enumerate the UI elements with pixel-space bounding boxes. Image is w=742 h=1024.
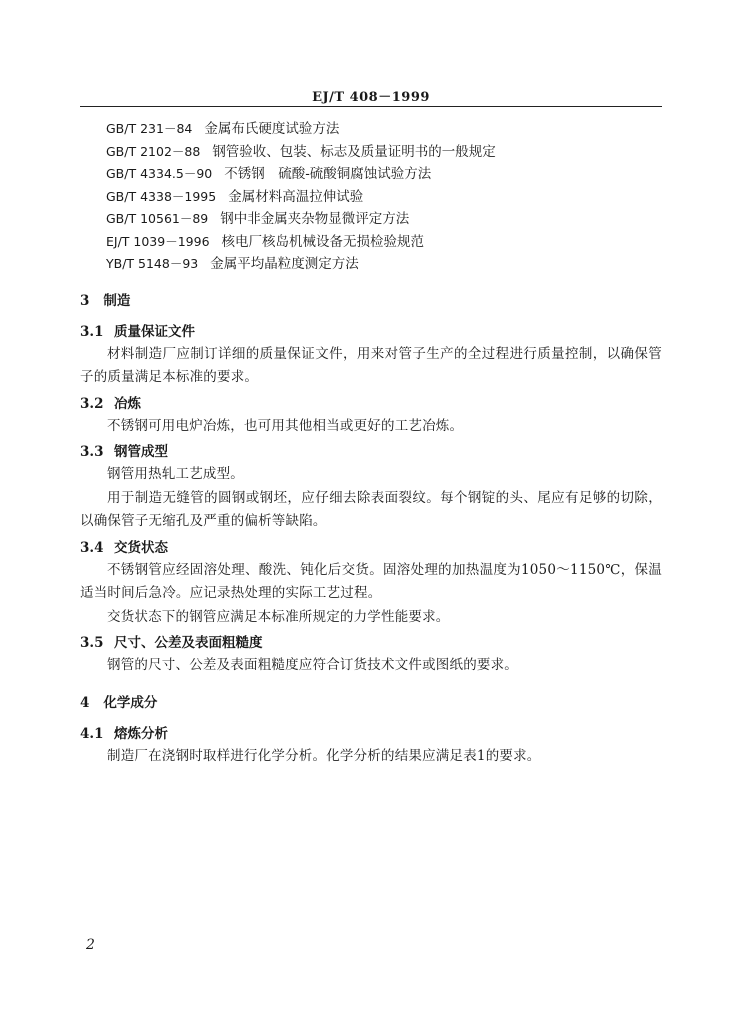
reference-code: GB/T 4334.5－90: [106, 166, 213, 181]
subsection-heading: [80, 724, 662, 745]
page-header: EJ/T 408－1999: [312, 90, 430, 105]
reference-item: [106, 186, 662, 209]
paragraph: 不锈钢可用电炉冶炼，也可用其他相当或更好的工艺冶炼。: [107, 417, 464, 434]
paragraph: 制造厂在浇钢时取样进行化学分析。化学分析的结果应满足表1的要求。: [107, 747, 541, 764]
reference-title: 核电厂核岛机械设备无损检验规范: [221, 233, 425, 250]
section-heading: [80, 692, 662, 714]
subsection-3-3: [80, 442, 662, 534]
subsection-number: 3.4: [80, 539, 104, 556]
section-title: 化学成分: [103, 694, 158, 711]
subsection-heading: [80, 442, 662, 463]
reference-code: YB/T 5148－93: [106, 256, 199, 271]
subsection-number: 3.3: [80, 444, 104, 460]
subsection-3-2: [80, 394, 662, 439]
reference-title: 金属材料高温拉伸试验: [228, 188, 364, 205]
reference-item: [106, 253, 662, 276]
subsection-3-4: [80, 538, 662, 630]
paragraph: 钢管的尺寸、公差及表面粗糙度应符合订货技术文件或图纸的要求。: [107, 657, 518, 673]
reference-code: GB/T 231－84: [106, 121, 193, 136]
subsection-heading: [80, 394, 662, 415]
subsection-heading: [80, 633, 662, 654]
header-rule: [80, 106, 662, 107]
reference-code: GB/T 4338－1995: [106, 188, 217, 204]
section-heading: [80, 290, 662, 312]
section-4: [80, 692, 662, 769]
reference-title: 钢管验收、包装、标志及质量证明书的一般规定: [212, 143, 496, 160]
reference-item: [106, 231, 662, 254]
reference-title: 不锈钢 硫酸-硫酸铜腐蚀试验方法: [224, 166, 432, 182]
reference-code: GB/T 10561－89: [106, 211, 209, 226]
paragraph: 不锈钢管应经固溶处理、酸洗、钝化后交货。固溶处理的加热温度为1050～1150℃，保温适当时间后急冷。应记录热处理的实际工艺过程。: [80, 561, 662, 601]
reference-list: [106, 118, 662, 276]
subsection-number: 3.5: [80, 635, 104, 651]
paragraph: 钢管用热轧工艺成型。: [107, 466, 244, 482]
reference-item: [106, 163, 662, 186]
section-number: 4: [80, 694, 90, 711]
reference-code: GB/T 2102－88: [106, 143, 201, 159]
subsection-number: 3.1: [80, 323, 104, 340]
reference-item: [106, 208, 662, 231]
subsection-title: 尺寸、公差及表面粗糙度: [114, 635, 263, 651]
paragraph: 交货状态下的钢管应满足本标准所规定的力学性能要求。: [107, 608, 450, 625]
subsection-heading: [80, 538, 662, 559]
reference-title: 金属布氏硬度试验方法: [204, 121, 340, 137]
subsection-title: 质量保证文件: [114, 323, 195, 340]
paragraph: 材料制造厂应制订详细的质量保证文件，用来对管子生产的全过程进行质量控制，以确保管子的质量满足本标准的要求。: [80, 345, 662, 385]
reference-item: [106, 141, 662, 164]
section-3: [80, 290, 662, 678]
subsection-heading: [80, 322, 662, 343]
reference-item: [106, 118, 662, 141]
reference-title: 钢中非金属夹杂物显微评定方法: [220, 211, 410, 227]
subsection-title: 钢管成型: [114, 444, 168, 460]
subsection-3-1: [80, 322, 662, 390]
subsection-3-5: [80, 633, 662, 678]
subsection-4-1: [80, 724, 662, 769]
subsection-number: 4.1: [80, 725, 104, 742]
reference-code: EJ/T 1039－1996: [106, 233, 210, 249]
reference-title: 金属平均晶粒度测定方法: [210, 256, 359, 272]
subsection-title: 熔炼分析: [114, 725, 168, 742]
subsection-title: 交货状态: [114, 539, 168, 556]
page-content: [80, 118, 662, 768]
subsection-number: 3.2: [80, 395, 104, 412]
section-number: 3: [80, 292, 90, 309]
subsection-title: 冶炼: [114, 395, 141, 412]
paragraph: 用于制造无缝管的圆钢或钢坯，应仔细去除表面裂纹。每个钢锭的头、尾应有足够的切除，以确保管子无缩孔及严重的偏析等缺陷。: [80, 489, 662, 529]
page-number: 2: [86, 937, 95, 953]
section-title: 制造: [103, 292, 131, 309]
